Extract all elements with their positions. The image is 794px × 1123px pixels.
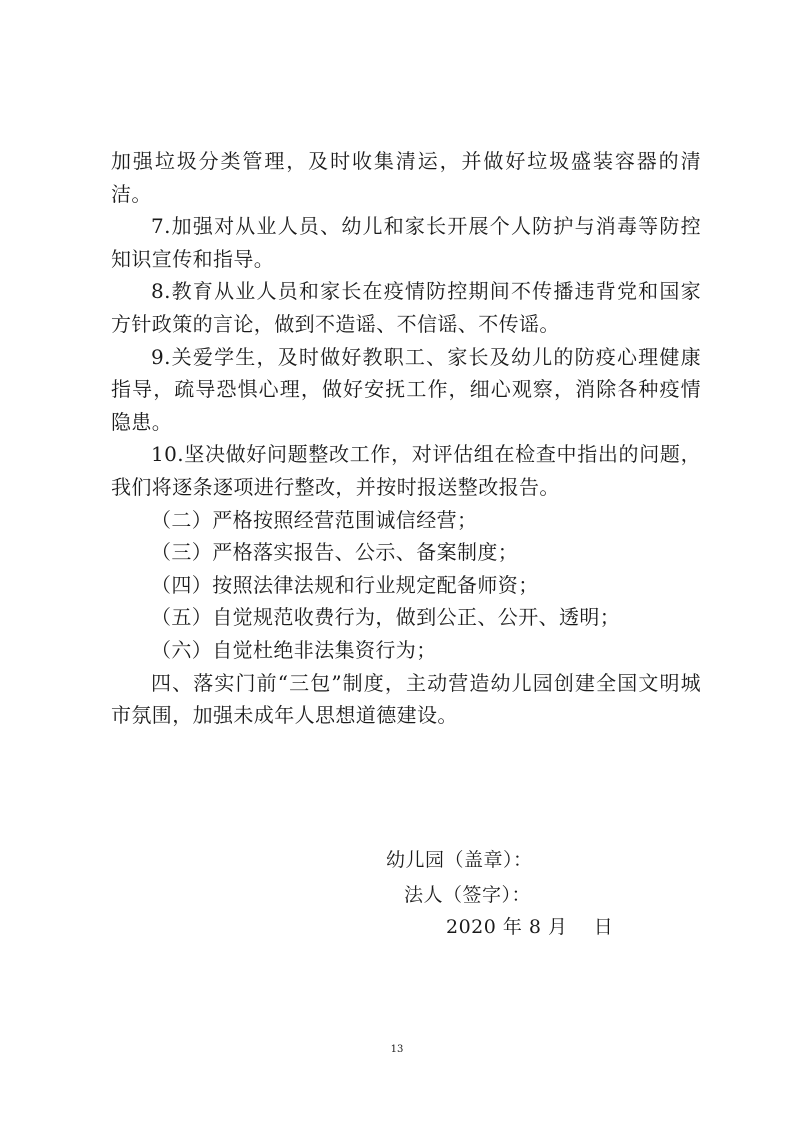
paragraph-item-8: 8.教育从业人员和家长在疫情防控期间不传播违背党和国家方针政策的言论，做到不造谣、不信谣、不传谣。	[111, 279, 701, 336]
paragraph-section-2: （二）严格按照经营范围诚信经营；	[151, 507, 478, 532]
paragraph-section-4: （四）按照法律法规和行业规定配备师资；	[151, 572, 539, 597]
kindergarten-seal-line: 幼儿园（盖章）：	[386, 849, 533, 871]
page-number: 13	[390, 1044, 404, 1055]
signature-date: 2020 年 8 月 日	[446, 916, 614, 938]
legal-person-signature-line: 法人（签字）：	[404, 884, 532, 906]
paragraph-garbage-management: 加强垃圾分类管理，及时收集清运，并做好垃圾盛装容器的清洁。	[111, 149, 701, 206]
paragraph-section-6: （六）自觉杜绝非法集资行为；	[151, 637, 437, 662]
paragraph-section-3: （三）严格落实报告、公示、备案制度；	[151, 540, 519, 565]
paragraph-part-four: 四、落实门前“三包”制度，主动营造幼儿园创建全国文明城市氛围，加强未成年人思想道德建设。	[111, 670, 701, 728]
paragraph-section-5: （五）自觉规范收费行为，做到公正、公开、透明；	[151, 605, 621, 630]
paragraph-item-7: 7.加强对从业人员、幼儿和家长开展个人防护与消毒等防控知识宣传和指导。	[111, 214, 701, 271]
paragraph-item-10: 10.坚决做好问题整改工作，对评估组在检查中指出的问题，我们将逐条逐项进行整改，并按时报送整改报告。	[111, 442, 701, 499]
paragraph-item-9: 9.关爱学生，及时做好教职工、家长及幼儿的防疫心理健康指导，疏导恐惧心理，做好安抚工作，细心观察，消除各种疫情隐患。	[111, 344, 701, 434]
body-text	[111, 145, 701, 732]
